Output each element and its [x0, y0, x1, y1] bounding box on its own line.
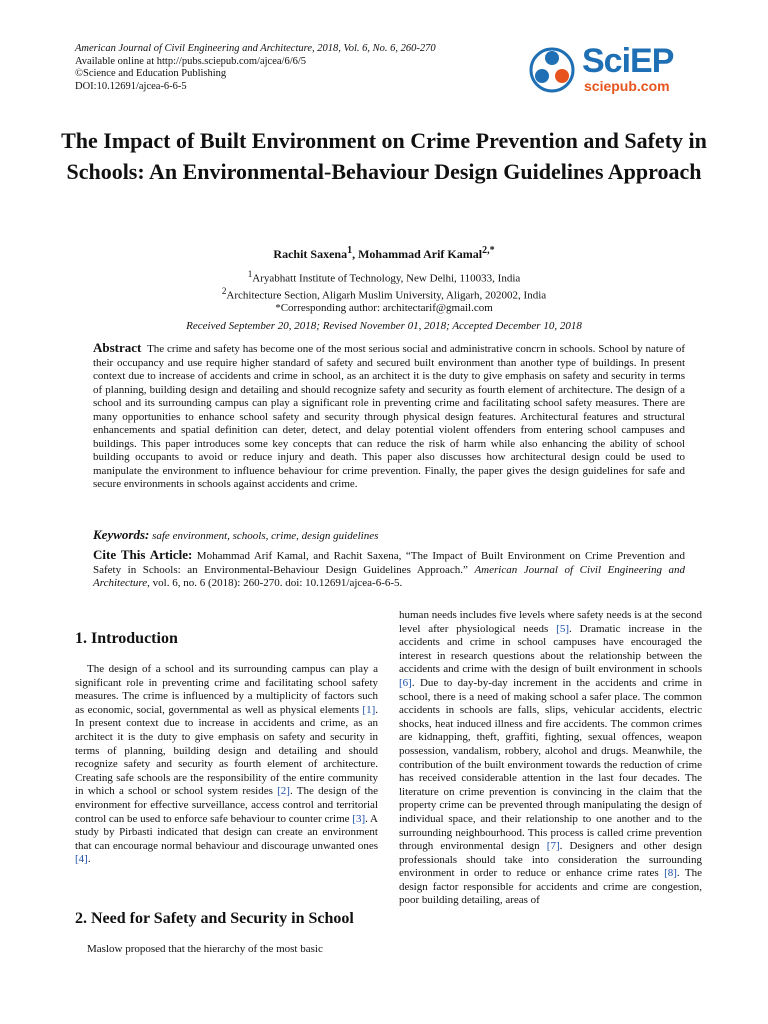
cite-text: Mohammad Arif Kamal, and Rachit Saxena, “The Impact of Built Environment on Crime Prevention and Safety in Schools: an Environmental-Behaviour Design Guidelines Approach.” [93, 550, 685, 576]
introduction-body [75, 663, 378, 867]
abstract [93, 341, 685, 492]
need-paragraph: Maslow proposed that the hierarchy of the most basic [87, 943, 323, 955]
text: . The design factor responsible for accidents and crime are congestion, poor building detailing, areas of [399, 867, 702, 907]
text: . The design of the environment for effective surveillance, access control and territorial control can be used to enforce safe behaviour to counter crime [75, 785, 378, 825]
text: . In present context due to increase in accidents and crime, as an architect it is the duty to give emphasis on safety and security in terms of planning, building design and detailing and should recognize safety and security as fourth element of architecture. Creating safe schools are the responsibility of the entire community in which a school or school system resides [75, 703, 378, 798]
text: . Designers and other design professionals should take into consideration the surrounding environment in order to reduce or enhance crime rates [399, 840, 702, 880]
citation-link[interactable]: [6] [399, 676, 412, 689]
text: The design of a school and its surrounding campus can play a significant role in preventing crime and facilitating school safety measures. The crime is influenced by a multiplicity of factors such as economic, social, governmental as well as physical elements [75, 663, 378, 716]
doi[interactable]: DOI:10.12691/ajcea-6-6-5 [75, 80, 187, 92]
text: . Due to day-by-day increment in the accidents and crime in school, there is a need of making school a safer place. The common accidents in schools are falls, slips, vehicular accidents, electric shocks, heat induced illness and fire accidents. The common crimes are kidnapping, theft, graffiti, fighting, sexual offences, weapon possession, vandalism, robbery, alcohol and drugs. Meanwhile, the contribution of the built environment towards the reduction of crime has received considerable attention in the last four decades. The literature on crime prevention is convincing in the claim that the property crime can be prevented through manipulating the design of individual space, and their relationship to one another and to the surrounding neighbourhood. This process is called crime prevention through environmental design [399, 676, 702, 853]
citation-link[interactable]: [4] [75, 853, 88, 866]
affil-sup: 1 [247, 269, 253, 279]
cite-article [93, 548, 685, 591]
keywords-label: Keywords: [93, 527, 150, 542]
abstract-text: The crime and safety has become one of the most serious social and administrative concrn in schools. School by nature of their occupancy and use require higher standard of safety and secured built environment than another type of buildings. In present context due to increase of accidents and crime in school, as an architect it is the duty to give emphasis on safety and security in terms of planning, building design and detailing and should recognize safety and security as fourth element of architecture. The design of a school and its surrounding campus can play a significant role in preventing crime and facilitating school safety measures. There are many opportunities to enhance school safety and security through physical design features. Architectural features and structural enhancements and spatial definition can deter, detect, and delay potential violent offenders from entering school campuses and buildings. This paper introduces some key concepts that can reduce the risk of harm while also enhancing the ability of school building occupants to avoid or reduce injury and death. This paper also discusses how architectural design could be used to manipulate the environment to influence behaviour for crime prevention. Finally, the paper gives the design guidelines for safe and secure environments in schools against accidents and crime. [93, 343, 685, 490]
text: . [87, 853, 91, 866]
citation-link[interactable]: [1] [362, 703, 376, 716]
section-heading-introduction: 1. Introduction [75, 630, 178, 647]
text: . Dramatic increase in the accidents and crime in school campuses have encouraged the interest in research questions about the relationship between the accidents and crime with the design of built environment in schools [399, 622, 702, 676]
affil-text: *Corresponding author: architectarif@gmail.com [275, 302, 493, 315]
citation-link[interactable]: [2] [277, 785, 290, 798]
citation-link[interactable]: [7] [546, 840, 560, 853]
affil-sup: 2 [221, 286, 227, 297]
section-heading-need: 2. Need for Safety and Security in School [75, 910, 354, 927]
affil-text: Architecture Section, Aligarh Muslim University, Aligarh, 202002, India [226, 289, 547, 302]
authors [0, 245, 768, 262]
journal-line: American Journal of Civil Engineering and Architecture, 2018, Vol. 6, No. 6, 260-270 [75, 43, 436, 54]
keywords [93, 527, 685, 543]
affiliation-1 [0, 268, 768, 285]
citation-link[interactable]: [8] [664, 867, 677, 880]
received-dates: Received September 20, 2018; Revised November 01, 2018; Accepted December 10, 2018 [186, 320, 582, 332]
publisher: ©Science and Education Publishing [75, 68, 227, 79]
keywords-text: safe environment, schools, crime, design guidelines [152, 530, 379, 542]
corresponding-author [0, 302, 768, 315]
author-1: Rachit Saxena [273, 247, 348, 261]
available-online[interactable]: Available online at http://pubs.sciepub.com/ajcea/6/6/5 [75, 55, 307, 67]
affiliation-2 [0, 285, 768, 302]
text: human needs includes five levels where safety needs is at the second level after physiological needs [399, 609, 702, 635]
sciep-logo[interactable] [526, 42, 701, 98]
affil-text: Aryabhatt Institute of Technology, New Delhi, 110033, India [252, 272, 521, 285]
author-1-sup: 1 [347, 245, 353, 256]
citation-link[interactable]: [3] [352, 812, 366, 825]
author-2: Mohammad Arif Kamal [358, 247, 483, 261]
cite-text-2: , vol. 6, no. 6 (2018): 260-270. doi: 10.12691/ajcea-6-6-5. [147, 577, 403, 589]
cite-label: Cite This Article: [93, 547, 193, 562]
introduction-paragraph [75, 663, 378, 867]
author-2-sup: 2,* [482, 245, 495, 256]
logo-wordmark: SciEP [582, 42, 674, 80]
paper-title: The Impact of Built Environment on Crime Prevention and Safety in Schools: An Environmental-Behaviour Design Guidelines Approach [61, 128, 707, 184]
abstract-label: Abstract [93, 340, 142, 355]
citation-link[interactable]: [5] [556, 622, 569, 635]
need-body [75, 943, 378, 957]
right-column-body [399, 609, 702, 908]
affiliations [0, 268, 768, 315]
right-column-paragraph [399, 609, 702, 908]
logo-url: sciepub.com [584, 78, 670, 94]
text: . A study by Pirbasti indicated that design can create an environment that can encourage normal behaviour and discourage unwanted ones [75, 812, 378, 852]
journal-meta [75, 43, 436, 93]
author-separator: , [352, 247, 359, 261]
cite-journal: American Journal of Civil Engineering and Architecture [93, 563, 686, 589]
